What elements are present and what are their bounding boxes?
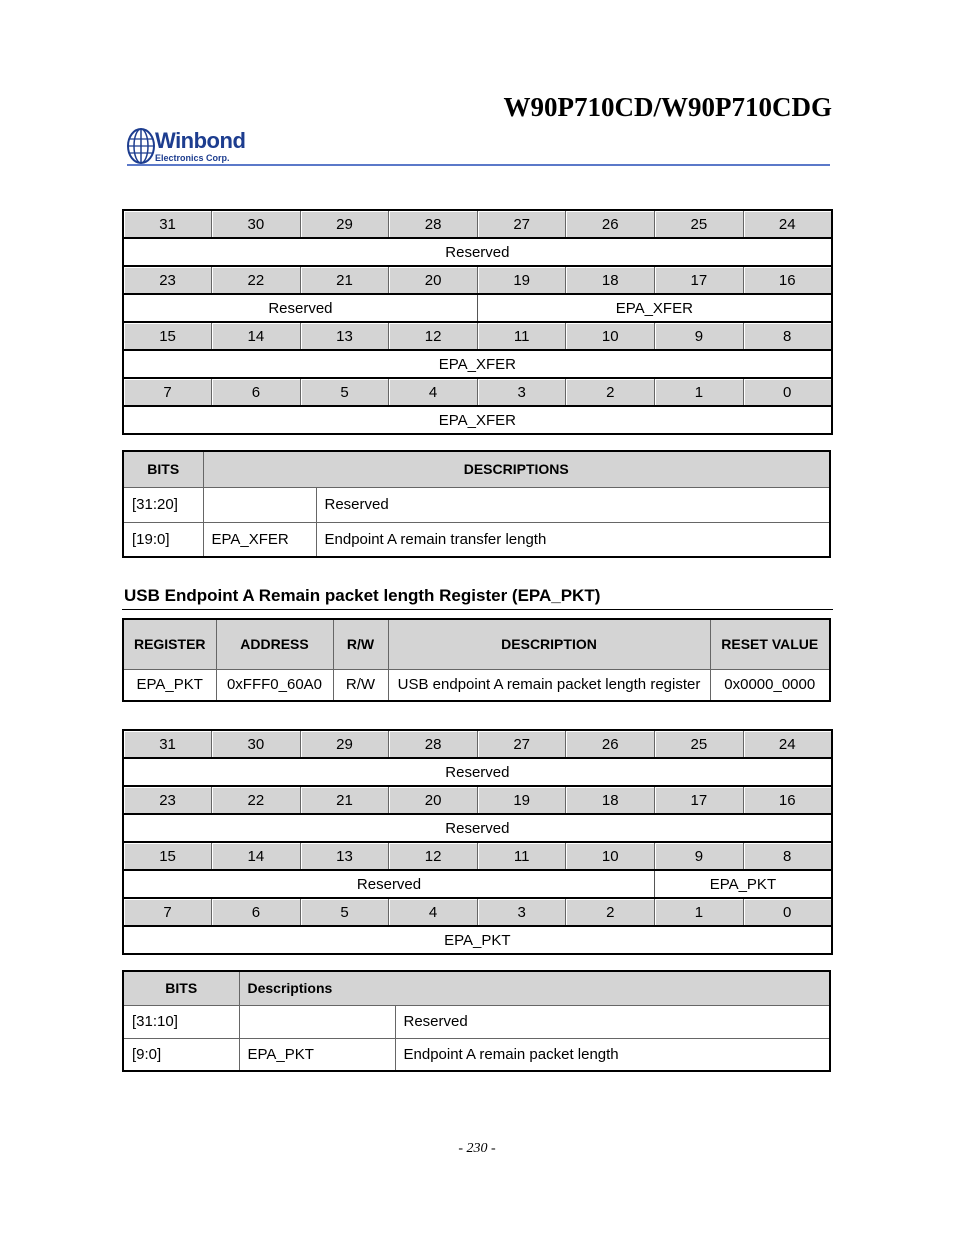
- bit-number: 9: [655, 842, 744, 870]
- bit-number: 8: [743, 842, 832, 870]
- bit-number: 29: [300, 730, 389, 758]
- column-header-address: ADDRESS: [216, 619, 333, 669]
- bit-number: 12: [389, 322, 478, 350]
- rw-cell: R/W: [333, 669, 388, 701]
- field-name-cell: EPA_PKT: [239, 1038, 395, 1071]
- bits-cell: [31:10]: [123, 1005, 239, 1038]
- bit-number: 15: [123, 842, 212, 870]
- bit-number: 3: [477, 378, 566, 406]
- bit-field: Reserved: [123, 758, 832, 786]
- bit-number: 18: [566, 786, 655, 814]
- bit-field: Reserved: [123, 238, 832, 266]
- bit-number: 13: [300, 842, 389, 870]
- bit-field-row: [123, 350, 832, 378]
- bit-number: 9: [655, 322, 744, 350]
- bit-field: EPA_XFER: [477, 294, 831, 322]
- column-header-bits: BITS: [123, 451, 203, 487]
- bit-number: 0: [743, 378, 832, 406]
- section-rule: [122, 609, 833, 610]
- bit-number: 26: [566, 210, 655, 238]
- field-name-cell: [203, 487, 316, 522]
- bit-number: 1: [655, 378, 744, 406]
- bit-field-row: [123, 926, 832, 954]
- bit-number: 23: [123, 786, 212, 814]
- bits-description-table-epa-pkt: [122, 970, 831, 1072]
- bit-number: 13: [300, 322, 389, 350]
- bit-number: 21: [300, 786, 389, 814]
- bit-number: 18: [566, 266, 655, 294]
- bit-number: 29: [300, 210, 389, 238]
- bit-number: 5: [300, 378, 389, 406]
- document-title: W90P710CD/W90P710CDG: [503, 92, 832, 122]
- bit-number: 10: [566, 322, 655, 350]
- bit-number: 2: [566, 898, 655, 926]
- bit-field-row: [123, 238, 832, 266]
- bits-cell: [31:20]: [123, 487, 203, 522]
- bit-number-row: [123, 786, 832, 814]
- field-name-cell: [239, 1005, 395, 1038]
- bits-cell: [9:0]: [123, 1038, 239, 1071]
- bit-field: EPA_XFER: [123, 350, 832, 378]
- reset-value-cell: 0x0000_0000: [710, 669, 830, 701]
- bit-field-row: [123, 406, 832, 434]
- bit-number: 17: [655, 786, 744, 814]
- description-cell: USB endpoint A remain packet length register: [388, 669, 710, 701]
- bit-number-row: [123, 842, 832, 870]
- bit-number: 4: [389, 378, 478, 406]
- table-header-row: [123, 451, 830, 487]
- bit-number: 1: [655, 898, 744, 926]
- bit-number: 26: [566, 730, 655, 758]
- bit-number: 27: [477, 730, 566, 758]
- bits-cell: [19:0]: [123, 522, 203, 557]
- logo-subtitle: Electronics Corp.: [155, 153, 230, 163]
- bit-number-row: [123, 730, 832, 758]
- bit-number: 11: [477, 842, 566, 870]
- bit-number: 20: [389, 266, 478, 294]
- bit-number: 12: [389, 842, 478, 870]
- bit-number: 14: [212, 322, 301, 350]
- bit-number: 3: [477, 898, 566, 926]
- header-rule: [127, 164, 830, 166]
- column-header-reset-value: RESET VALUE: [710, 619, 830, 669]
- winbond-logo: [127, 125, 252, 167]
- column-header-register: REGISTER: [123, 619, 216, 669]
- bit-number-row: [123, 266, 832, 294]
- bit-number: 15: [123, 322, 212, 350]
- table-row: [123, 487, 830, 522]
- bit-number: 4: [389, 898, 478, 926]
- field-name-cell: EPA_XFER: [203, 522, 316, 557]
- bit-number-row: [123, 210, 832, 238]
- bit-number: 16: [743, 266, 832, 294]
- bit-field-row: [123, 294, 832, 322]
- bit-number: 7: [123, 898, 212, 926]
- bit-field-row: [123, 814, 832, 842]
- bits-description-table-epa-xfer: [122, 450, 831, 558]
- table-row: [123, 1038, 830, 1071]
- table-header-row: [123, 619, 830, 669]
- bit-number: 7: [123, 378, 212, 406]
- bit-number-row: [123, 322, 832, 350]
- section-heading: USB Endpoint A Remain packet length Register (EPA_PKT): [124, 586, 601, 605]
- bit-field: EPA_PKT: [655, 870, 832, 898]
- bit-number: 10: [566, 842, 655, 870]
- column-header-descriptions: Descriptions: [239, 971, 830, 1005]
- bit-number: 17: [655, 266, 744, 294]
- bit-number: 2: [566, 378, 655, 406]
- bit-number: 8: [743, 322, 832, 350]
- logo-wordmark: Winbond: [155, 128, 246, 153]
- bit-number: 11: [477, 322, 566, 350]
- page-number: - 230 -: [458, 1141, 496, 1156]
- column-header-rw: R/W: [333, 619, 388, 669]
- description-cell: Endpoint A remain packet length: [395, 1038, 830, 1071]
- bit-field: Reserved: [123, 814, 832, 842]
- bit-field: Reserved: [123, 294, 477, 322]
- bit-number: 5: [300, 898, 389, 926]
- bit-field: EPA_PKT: [123, 926, 832, 954]
- description-cell: Endpoint A remain transfer length: [316, 522, 830, 557]
- bit-number-row: [123, 378, 832, 406]
- globe-icon: [127, 125, 155, 165]
- column-header-descriptions: DESCRIPTIONS: [203, 451, 830, 487]
- bit-number: 31: [123, 210, 212, 238]
- bit-number: 30: [212, 210, 301, 238]
- bit-field: EPA_XFER: [123, 406, 832, 434]
- bit-number: 0: [743, 898, 832, 926]
- bit-number: 24: [743, 210, 832, 238]
- bit-number: 25: [655, 210, 744, 238]
- bit-number: 23: [123, 266, 212, 294]
- bit-number: 25: [655, 730, 744, 758]
- bit-number: 22: [212, 786, 301, 814]
- column-header-description: DESCRIPTION: [388, 619, 710, 669]
- bit-number: 6: [212, 378, 301, 406]
- bit-layout-table-epa-pkt: [122, 729, 833, 955]
- bit-field-row: [123, 870, 832, 898]
- bit-number: 31: [123, 730, 212, 758]
- table-row: [123, 669, 830, 701]
- register-cell: EPA_PKT: [123, 669, 216, 701]
- bit-number: 19: [477, 266, 566, 294]
- description-cell: Reserved: [395, 1005, 830, 1038]
- bit-field-row: [123, 758, 832, 786]
- bit-number: 27: [477, 210, 566, 238]
- address-cell: 0xFFF0_60A0: [216, 669, 333, 701]
- register-summary-table: [122, 618, 831, 702]
- bit-number: 28: [389, 730, 478, 758]
- bit-number: 30: [212, 730, 301, 758]
- bit-number: 24: [743, 730, 832, 758]
- bit-number-row: [123, 898, 832, 926]
- table-header-row: [123, 971, 830, 1005]
- bit-number: 20: [389, 786, 478, 814]
- bit-field: Reserved: [123, 870, 655, 898]
- column-header-bits: BITS: [123, 971, 239, 1005]
- table-row: [123, 522, 830, 557]
- description-cell: Reserved: [316, 487, 830, 522]
- bit-number: 16: [743, 786, 832, 814]
- bit-number: 22: [212, 266, 301, 294]
- bit-number: 28: [389, 210, 478, 238]
- bit-number: 19: [477, 786, 566, 814]
- bit-number: 6: [212, 898, 301, 926]
- bit-number: 14: [212, 842, 301, 870]
- bit-layout-table-epa-xfer: [122, 209, 833, 435]
- bit-number: 21: [300, 266, 389, 294]
- table-row: [123, 1005, 830, 1038]
